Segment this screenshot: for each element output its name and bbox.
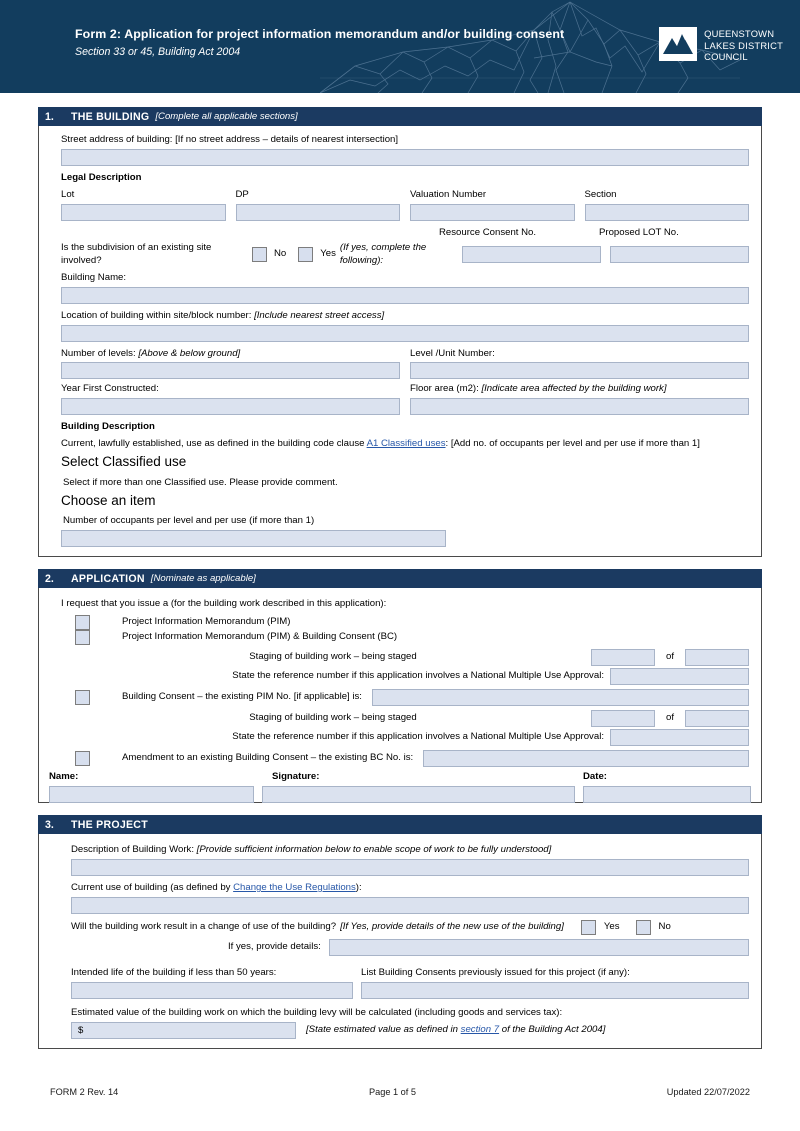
- intended-life-input[interactable]: [71, 982, 353, 999]
- section1-hint: [Complete all applicable sections]: [155, 111, 298, 122]
- amendment-bc-input[interactable]: [423, 750, 749, 767]
- choose-an-item-dropdown[interactable]: Choose an item: [61, 492, 156, 508]
- state-value-note: [306, 1024, 605, 1037]
- if-yes-details-label: If yes, provide details:: [228, 941, 321, 952]
- building-consent-pim-input[interactable]: [372, 689, 749, 706]
- section2-hint: [Nominate as applicable]: [150, 573, 256, 585]
- proposed-lot-label: Proposed LOT No.: [599, 226, 679, 238]
- nmua-label-2: State the reference number if this application involves a National Multiple Use Approval:: [232, 731, 604, 743]
- street-address-input[interactable]: [61, 149, 749, 166]
- change-of-use-yes-label: Yes: [603, 921, 620, 932]
- intended-life-label: Intended life of the building if less than 50 years:: [71, 966, 277, 978]
- pim-bc-label: Project Information Memorandum (PIM) & Building Consent (BC): [122, 631, 398, 643]
- current-use-pre: Current use of building (as defined by: [71, 882, 234, 894]
- floor-area-input[interactable]: [410, 398, 749, 415]
- a1-classified-uses-link[interactable]: A1 Classified uses: [366, 438, 446, 450]
- header-titles: [75, 27, 564, 58]
- resource-consent-label: Resource Consent No.: [439, 226, 537, 238]
- more-than-one-use-label: Select if more than one Classified use. Please provide comment.: [63, 476, 338, 488]
- section3-body: [38, 834, 762, 1049]
- subdivision-yes-hint: (If yes, complete the following):: [339, 241, 427, 266]
- change-of-use-label: Will the building work result in a change of use of the building?: [71, 921, 337, 932]
- subdivision-yes-checkbox[interactable]: [298, 247, 313, 262]
- section1-body: [38, 126, 762, 557]
- levels-hint: [Above & below ground]: [138, 347, 241, 359]
- if-yes-details-input[interactable]: [329, 939, 749, 956]
- section3-header: [38, 815, 762, 834]
- pim-bc-checkbox[interactable]: [75, 630, 90, 645]
- proposed-lot-input[interactable]: [610, 246, 749, 263]
- building-location-text: Location of building within site/block number:: [61, 309, 252, 321]
- valuation-number-label: Valuation Number: [410, 188, 487, 200]
- state-value-post: of the Building Act 2004]: [499, 1023, 606, 1035]
- change-of-use-no-checkbox[interactable]: [636, 920, 651, 935]
- staging-total-input-1[interactable]: [685, 649, 749, 666]
- year-constructed-input[interactable]: [61, 398, 400, 415]
- dp-input[interactable]: [236, 204, 401, 221]
- page-header: [0, 0, 800, 93]
- staging-stage-input-1[interactable]: [591, 649, 655, 666]
- request-label: I request that you issue a (for the building work described in this application):: [61, 598, 387, 610]
- classified-use-post: : [Add no. of occupants per level and per use if more than 1]: [445, 438, 700, 450]
- logo-line-3: COUNCIL: [704, 51, 748, 63]
- resource-consent-input[interactable]: [462, 246, 601, 263]
- change-the-use-regulations-link[interactable]: Change the Use Regulations: [233, 882, 356, 894]
- current-use-post: ):: [355, 882, 362, 894]
- section1-number: 1.: [45, 110, 54, 123]
- footer-page-number: Page 1 of 5: [368, 1087, 416, 1097]
- nmua-input-2[interactable]: [610, 729, 749, 746]
- pim-checkbox[interactable]: [75, 615, 90, 630]
- staging-of-label-2: of: [665, 712, 674, 724]
- staging-label-2: Staging of building work – being staged: [249, 712, 417, 724]
- dp-label: DP: [235, 188, 249, 200]
- floor-area-label: [410, 383, 749, 396]
- section-the-building: [38, 107, 762, 557]
- change-of-use-yes-checkbox[interactable]: [581, 920, 596, 935]
- estimated-value-label: Estimated value of the building work on which the building levy will be calculated (including goods and services tax):: [71, 1006, 563, 1018]
- name-input[interactable]: [49, 786, 254, 803]
- building-consent-label: Building Consent – the existing PIM No. [if applicable] is:: [122, 691, 362, 703]
- section-input[interactable]: [585, 204, 750, 221]
- nmua-input-1[interactable]: [610, 668, 749, 685]
- levels-text: Number of levels:: [61, 347, 136, 359]
- occupants-input[interactable]: [61, 530, 446, 547]
- logo-line-2: LAKES DISTRICT: [704, 39, 783, 51]
- building-consent-checkbox[interactable]: [75, 690, 90, 705]
- classified-use-description: [49, 438, 751, 451]
- current-use-input[interactable]: [71, 897, 749, 914]
- level-unit-label: Level /Unit Number:: [410, 347, 495, 359]
- logo-wordmark: [704, 27, 783, 63]
- building-name-input[interactable]: [61, 287, 749, 304]
- floor-area-hint: [Indicate area affected by the building work]: [481, 383, 667, 395]
- page-subtitle: Section 33 or 45, Building Act 2004: [75, 45, 241, 58]
- pim-label: Project Information Memorandum (PIM): [122, 616, 291, 628]
- levels-input[interactable]: [61, 362, 400, 379]
- legal-description-label: Legal Description: [61, 171, 142, 183]
- section3-number: 3.: [45, 818, 54, 831]
- qldc-logo: [659, 27, 783, 63]
- page-title: Form 2: Application for project information memorandum and/or building consent: [75, 27, 565, 41]
- staging-label-1: Staging of building work – being staged: [249, 651, 417, 663]
- select-classified-use-dropdown[interactable]: Select Classified use: [61, 454, 187, 470]
- mountain-logo-icon: [659, 27, 697, 61]
- building-location-input[interactable]: [61, 325, 749, 342]
- description-of-work-label: [49, 844, 751, 857]
- building-description-label: Building Description: [61, 421, 155, 433]
- description-of-work-input[interactable]: [71, 859, 749, 876]
- levels-label: [61, 348, 400, 361]
- logo-line-1: QUEENSTOWN: [704, 28, 775, 39]
- classified-use-pre: Current, lawfully established, use as defined in the building code clause: [61, 438, 367, 450]
- building-location-hint: [Include nearest street access]: [254, 309, 385, 321]
- lot-label: Lot: [61, 188, 75, 200]
- section2-body: [38, 588, 762, 803]
- date-input[interactable]: [583, 786, 751, 803]
- building-name-label: Building Name:: [61, 271, 127, 283]
- street-address-label: Street address of building: [If no street address – details of nearest intersection]: [61, 134, 399, 145]
- section2-header: [38, 569, 762, 588]
- current-use-label: [49, 882, 751, 895]
- change-of-use-no-label: No: [658, 921, 671, 932]
- section1-header: [38, 107, 762, 126]
- previous-consents-input[interactable]: [361, 982, 749, 999]
- amendment-checkbox[interactable]: [75, 751, 90, 766]
- level-unit-input[interactable]: [410, 362, 749, 379]
- section1-name: THE BUILDING: [71, 110, 150, 123]
- signature-label: Signature:: [272, 771, 320, 783]
- footer-updated-date: Updated 22/07/2022: [666, 1087, 750, 1097]
- previous-consents-label: List Building Consents previously issued for this project (if any):: [361, 966, 630, 978]
- amendment-label: Amendment to an existing Building Consent – the existing BC No. is:: [122, 752, 414, 764]
- description-of-work-hint: [Provide sufficient information below to enable scope of work to be fully understood]: [196, 844, 552, 856]
- section-label: Section: [584, 188, 617, 200]
- footer-form-ref: FORM 2 Rev. 14: [50, 1087, 119, 1097]
- signature-input[interactable]: [262, 786, 575, 803]
- section3-name: THE PROJECT: [71, 818, 148, 831]
- page-footer: [0, 1087, 800, 1097]
- staging-stage-input-2[interactable]: [591, 710, 655, 727]
- section2-name: APPLICATION: [71, 572, 145, 585]
- subdivision-question-label: Is the subdivision of an existing site involved?: [61, 241, 212, 266]
- currency-symbol: $: [78, 1024, 84, 1036]
- date-label: Date:: [583, 771, 607, 783]
- section2-number: 2.: [45, 572, 54, 585]
- section-7-link[interactable]: section 7: [460, 1023, 500, 1035]
- staging-of-label-1: of: [665, 651, 674, 663]
- occupants-label: Number of occupants per level and per use (if more than 1): [63, 515, 315, 527]
- subdivision-yes-label: Yes: [320, 248, 336, 260]
- change-of-use-hint: [If Yes, provide details of the new use of the building]: [340, 921, 564, 932]
- state-value-pre: [State estimated value as defined in: [306, 1023, 461, 1035]
- section-application: [38, 569, 762, 803]
- subdivision-no-checkbox[interactable]: [252, 247, 267, 262]
- year-constructed-label: Year First Constructed:: [61, 383, 159, 395]
- nmua-label-1: State the reference number if this application involves a National Multiple Use Approval:: [232, 670, 604, 682]
- subdivision-no-label: No: [273, 248, 287, 260]
- description-of-work-text: Description of Building Work:: [71, 844, 194, 856]
- estimated-value-input[interactable]: [71, 1022, 296, 1039]
- name-label: Name:: [49, 771, 79, 783]
- valuation-number-input[interactable]: [410, 204, 575, 221]
- building-location-label: [49, 310, 751, 323]
- floor-area-text: Floor area (m2):: [410, 383, 479, 395]
- staging-total-input-2[interactable]: [685, 710, 749, 727]
- lot-input[interactable]: [61, 204, 226, 221]
- section-the-project: [38, 815, 762, 1049]
